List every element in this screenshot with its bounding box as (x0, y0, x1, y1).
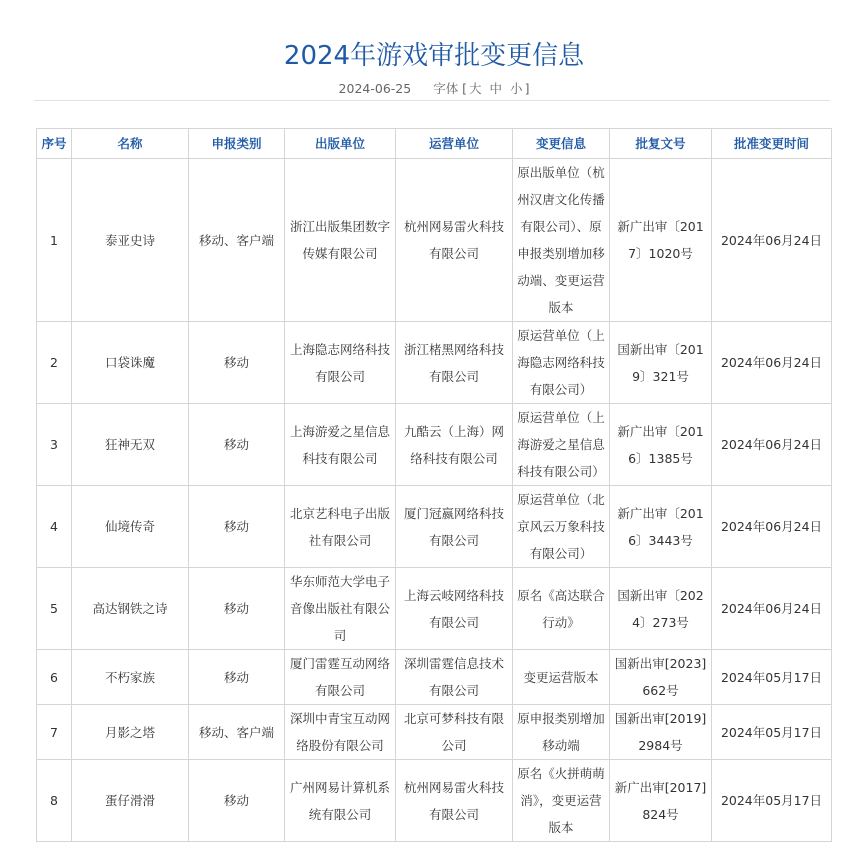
cell-name: 狂神无双 (72, 404, 189, 486)
cell-category: 移动 (189, 760, 285, 842)
cell-category: 移动 (189, 486, 285, 568)
cell-name: 仙境传奇 (72, 486, 189, 568)
header-publisher: 出版单位 (285, 129, 396, 159)
cell-name: 不朽家族 (72, 650, 189, 705)
cell-index: 4 (37, 486, 72, 568)
cell-change-info: 原出版单位（杭州汉唐文化传播有限公司）、原申报类别增加移动端、变更运营版本 (513, 159, 610, 322)
font-large-button[interactable]: 大 (469, 81, 482, 96)
cell-approval-date: 2024年05月17日 (712, 705, 832, 760)
cell-publisher: 浙江出版集团数字传媒有限公司 (285, 159, 396, 322)
cell-operator: 杭州网易雷火科技有限公司 (396, 159, 513, 322)
table-row (37, 404, 832, 486)
article-meta (0, 79, 865, 97)
font-medium-button[interactable]: 中 (489, 81, 503, 96)
cell-index: 2 (37, 322, 72, 404)
cell-change-info: 变更运营版本 (513, 650, 610, 705)
approval-change-table (36, 128, 832, 842)
cell-category: 移动 (189, 650, 285, 705)
header-approval-number: 批复文号 (610, 129, 712, 159)
header-name: 名称 (72, 129, 189, 159)
cell-index: 1 (37, 159, 72, 322)
cell-index: 3 (37, 404, 72, 486)
cell-index: 7 (37, 705, 72, 760)
cell-index: 5 (37, 568, 72, 650)
cell-index: 8 (37, 760, 72, 842)
cell-approval-number: 国新出审[2023]662号 (610, 650, 712, 705)
cell-publisher: 华东师范大学电子音像出版社有限公司 (285, 568, 396, 650)
cell-approval-date: 2024年05月17日 (712, 650, 832, 705)
cell-operator: 上海云岐网络科技有限公司 (396, 568, 513, 650)
cell-category: 移动 (189, 322, 285, 404)
page-title: 2024年游戏审批变更信息 (283, 41, 585, 72)
table-row (37, 486, 832, 568)
cell-approval-number: 国新出审[2019]2984号 (610, 705, 712, 760)
cell-operator: 杭州网易雷火科技有限公司 (396, 760, 513, 842)
publish-date: 2024-06-25 (338, 81, 412, 96)
cell-approval-number: 新广出审〔2016〕3443号 (610, 486, 712, 568)
cell-operator: 深圳雷霆信息技术有限公司 (396, 650, 513, 705)
cell-index: 6 (37, 650, 72, 705)
cell-approval-number: 国新出审〔2019〕321号 (610, 322, 712, 404)
font-small-button[interactable]: 小 (510, 81, 523, 96)
table-row (37, 705, 832, 760)
cell-change-info: 原名《火拼萌萌消》，变更运营版本 (513, 760, 610, 842)
cell-name: 蛋仔滑滑 (72, 760, 189, 842)
cell-approval-number: 新广出审〔2016〕1385号 (610, 404, 712, 486)
cell-category: 移动 (189, 568, 285, 650)
table-row (37, 159, 832, 322)
table-row (37, 568, 832, 650)
cell-change-info: 原运营单位（北京风云万象科技有限公司） (513, 486, 610, 568)
table-row (37, 650, 832, 705)
cell-category: 移动、客户端 (189, 159, 285, 322)
cell-publisher: 上海隐志网络科技有限公司 (285, 322, 396, 404)
cell-approval-date: 2024年06月24日 (712, 568, 832, 650)
header-index: 序号 (37, 129, 72, 159)
cell-change-info: 原运营单位（上海隐志网络科技有限公司） (513, 322, 610, 404)
cell-operator: 厦门冠嬴网络科技有限公司 (396, 486, 513, 568)
table-row (37, 760, 832, 842)
cell-publisher: 北京艺科电子出版社有限公司 (285, 486, 396, 568)
cell-name: 月影之塔 (72, 705, 189, 760)
cell-category: 移动 (189, 404, 285, 486)
header-operator: 运营单位 (396, 129, 513, 159)
table-header-row (37, 129, 832, 159)
font-size-close: ] (524, 81, 530, 96)
cell-approval-number: 新广出审〔2017〕1020号 (610, 159, 712, 322)
cell-operator: 浙江楮黑网络科技有限公司 (396, 322, 513, 404)
cell-change-info: 原申报类别增加移动端 (513, 705, 610, 760)
cell-publisher: 厦门雷霆互动网络有限公司 (285, 650, 396, 705)
cell-operator: 九酷云（上海）网络科技有限公司 (396, 404, 513, 486)
cell-name: 高达钢铁之诗 (72, 568, 189, 650)
cell-approval-date: 2024年06月24日 (712, 159, 832, 322)
cell-approval-date: 2024年06月24日 (712, 404, 832, 486)
cell-approval-number: 新广出审[2017]824号 (610, 760, 712, 842)
header-change-info: 变更信息 (513, 129, 610, 159)
table-row (37, 322, 832, 404)
cell-approval-date: 2024年06月24日 (712, 486, 832, 568)
cell-name: 泰亚史诗 (72, 159, 189, 322)
title-divider (34, 100, 830, 101)
cell-publisher: 上海游爱之星信息科技有限公司 (285, 404, 396, 486)
cell-change-info: 原运营单位（上海游爱之星信息科技有限公司） (513, 404, 610, 486)
header-approval-date: 批准变更时间 (712, 129, 832, 159)
header-category: 申报类别 (189, 129, 285, 159)
cell-approval-date: 2024年05月17日 (712, 760, 832, 842)
font-size-label: 字体 [ (433, 81, 468, 96)
cell-publisher: 深圳中青宝互动网络股份有限公司 (285, 705, 396, 760)
cell-approval-date: 2024年06月24日 (712, 322, 832, 404)
cell-category: 移动、客户端 (189, 705, 285, 760)
cell-publisher: 广州网易计算机系统有限公司 (285, 760, 396, 842)
cell-approval-number: 国新出审〔2024〕273号 (610, 568, 712, 650)
cell-name: 口袋诛魔 (72, 322, 189, 404)
cell-operator: 北京可梦科技有限公司 (396, 705, 513, 760)
cell-change-info: 原名《高达联合行动》 (513, 568, 610, 650)
